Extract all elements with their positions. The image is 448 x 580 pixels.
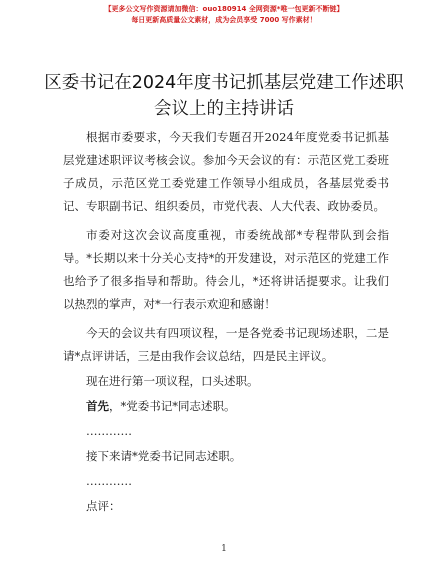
ellipsis-1: ………… xyxy=(86,424,132,438)
document-title xyxy=(30,70,418,122)
document-title-line2: 会议上的主持讲话 xyxy=(154,99,294,119)
document-body xyxy=(63,126,389,520)
promo-banner xyxy=(0,4,448,26)
ellipsis-2: ………… xyxy=(86,474,132,488)
paragraph-first-speaker xyxy=(63,395,389,418)
document-title-line1: 区委书记在2024年度书记抓基层党建工作述职 xyxy=(44,73,404,93)
paragraph-first-agenda: 现在进行第一项议程，口头述职。 xyxy=(86,374,259,388)
comment-label: 点评： xyxy=(86,499,121,513)
promo-banner-line2: 每日更新高质量公文素材，成为会员享受 7000 写作素材！ xyxy=(131,16,317,24)
first-speaker-text: ，*党委书记*同志述职。 xyxy=(109,399,236,413)
paragraph-next-speaker: 接下来请*党委书记同志述职。 xyxy=(86,449,242,463)
page-number: 1 xyxy=(221,544,227,554)
first-label: 首先 xyxy=(86,399,109,413)
paragraph-opening: 根据市委要求，今天我们专题召开2024年度党委书记抓基层党建述职评议考核会议。参加今天会议的有：示范区党工委班子成员，示范区党工委党建工作领导小组成员，各基层党委书记、专职副书记、组织委员，市党代表、人大代表、政协委员。 xyxy=(63,130,389,213)
paragraph-agenda: 今天的会议共有四项议程，一是各党委书记现场述职，二是请*点评讲话，三是由我作会议总结，四是民主评议。 xyxy=(63,326,389,363)
promo-banner-line1: 【更多公文写作资源请加微信：ouo180914 全网资源*唯一包更新不断链】 xyxy=(104,5,344,13)
paragraph-welcome: 市委对这次会议高度重视，市委统战部*专程带队到会指导。*长期以来十分关心支持*的开发建设，对示范区的党建工作也给予了很多指导和帮助。待会儿，*还将讲话提要求。让我们以热烈的掌声，对*一行表示欢迎和感谢！ xyxy=(63,228,389,311)
